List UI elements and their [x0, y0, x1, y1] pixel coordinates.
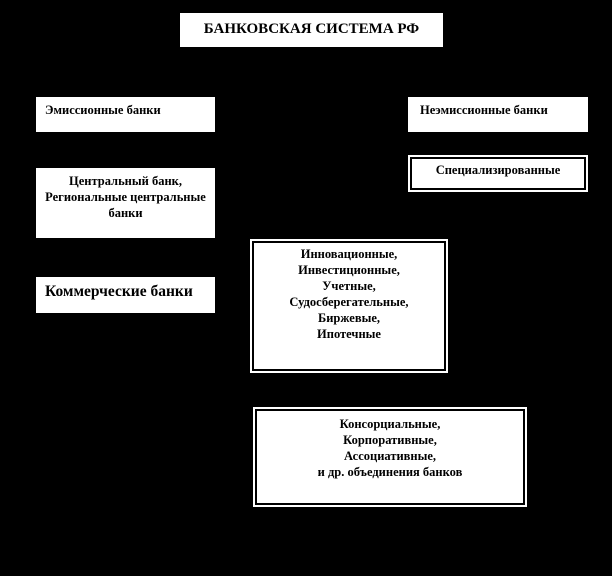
banking-system-title-box: [180, 13, 443, 47]
association-associative: Ассоциативные,: [343, 449, 437, 463]
specialized-banks-label: Специализированные: [435, 163, 561, 177]
specialized-type-accounting: Учетные,: [322, 279, 376, 293]
central-bank-line-3: банки: [108, 206, 143, 220]
central-bank-line-2: Региональные центральные: [45, 190, 206, 204]
commercial-banks-box: [36, 277, 215, 313]
association-corporate: Корпоративные,: [343, 433, 437, 447]
emission-banks-box: [36, 97, 215, 132]
specialized-bank-types-box: [250, 239, 448, 373]
emission-banks-label: Эмиссионные банки: [45, 103, 161, 117]
specialized-type-savings-loan: Судосберегательные,: [289, 295, 409, 309]
commercial-banks-label: Коммерческие банки: [45, 283, 193, 300]
central-bank-line-1: Центральный банк,: [68, 174, 183, 188]
banking-system-title-label: БАНКОВСКАЯ СИСТЕМА РФ: [203, 21, 420, 38]
non-emission-banks-box: [408, 97, 588, 132]
association-consortial: Консорциальные,: [339, 417, 441, 431]
central-bank-box: [36, 168, 215, 238]
association-other: и др. объединения банков: [317, 465, 463, 479]
bank-associations-box: [253, 407, 527, 507]
specialized-banks-box: [408, 155, 588, 192]
non-emission-banks-label: Неэмиссионные банки: [420, 103, 548, 117]
specialized-type-innovation: Инновационные,: [300, 247, 398, 261]
specialized-type-exchange: Биржевые,: [317, 311, 381, 325]
specialized-type-mortgage: Ипотечные: [317, 327, 381, 341]
specialized-type-investment: Инвестиционные,: [298, 263, 400, 277]
